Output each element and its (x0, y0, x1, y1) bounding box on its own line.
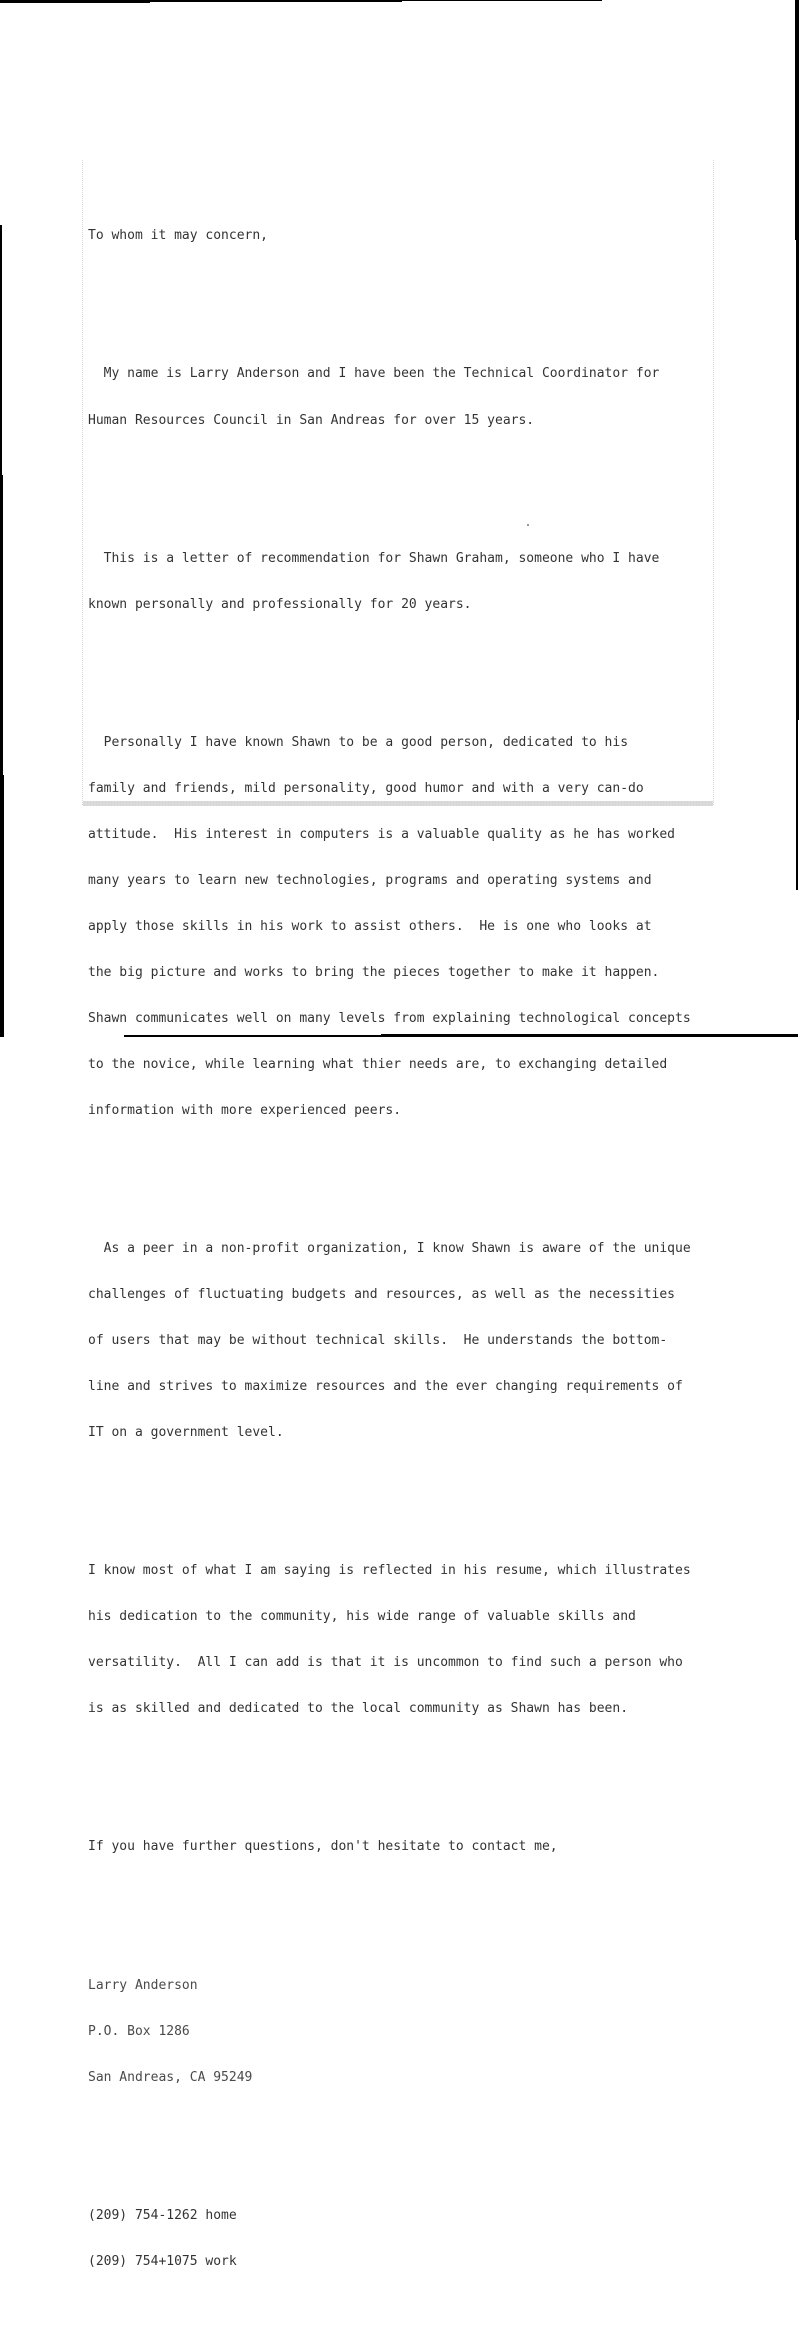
signature-block (88, 1947, 708, 2116)
text-line: the big picture and works to bring the pieces together to make it happen. (88, 964, 660, 980)
signature-address-line-1: P.O. Box 1286 (88, 2023, 190, 2039)
paragraph-summary (88, 1533, 708, 1748)
text-line: family and friends, mild personality, good humor and with a very can-do (88, 780, 644, 796)
text-line: many years to learn new technologies, programs and operating systems and (88, 872, 652, 888)
salutation-line: To whom it may concern, (88, 228, 269, 244)
text-line: information with more experienced peers. (88, 1102, 402, 1118)
text-line: Shawn communicates well on many levels from explaining technological concepts (88, 1010, 691, 1026)
paragraph-professional (88, 1210, 708, 1471)
phone-work: (209) 754+1075 work (88, 2253, 237, 2269)
text-line: versatility. All I can add is that it is uncommon to find such a person who (88, 1655, 683, 1671)
text-line: As a peer in a non-profit organization, I know Shawn is aware of the unique (88, 1241, 691, 1257)
scan-edge-left (0, 775, 4, 1037)
closing-line: If you have further questions, don't hesitate to contact me, (88, 1839, 558, 1855)
signature-address-line-2: San Andreas, CA 95249 (88, 2069, 253, 2085)
salutation (88, 198, 708, 275)
text-line: attitude. His interest in computers is a valuable quality as he has worked (88, 826, 675, 842)
text-line: Personally I have known Shawn to be a good person, dedicated to his (88, 734, 629, 750)
text-line: of users that may be without technical skills. He understands the bottom- (88, 1333, 668, 1349)
text-line: line and strives to maximize resources and the ever changing requirements of (88, 1379, 683, 1395)
scan-edge-top (0, 0, 150, 3)
text-line: I know most of what I am saying is reflected in his resume, which illustrates (88, 1563, 691, 1579)
text-line: Human Resources Council in San Andreas for over 15 years. (88, 412, 535, 428)
scan-edge-top (150, 0, 276, 2)
scan-edge-left (0, 225, 2, 475)
text-line: to the novice, while learning what thier needs are, to exchanging detailed (88, 1056, 668, 1072)
text-line: is as skilled and dedicated to the local community as Shawn has been. (88, 1701, 629, 1717)
scan-edge-top (402, 0, 602, 1)
paragraph-purpose (88, 520, 708, 643)
letter-body (88, 167, 708, 2330)
phone-block (88, 2177, 708, 2300)
signature-name: Larry Anderson (88, 1977, 198, 1993)
closing (88, 1809, 708, 1886)
text-line: This is a letter of recommendation for Shawn Graham, someone who I have (88, 550, 660, 566)
scan-edge-right (796, 720, 798, 890)
paragraph-introduction (88, 336, 708, 459)
text-line: apply those skills in his work to assist others. He is one who looks at (88, 918, 652, 934)
scan-edge-top (276, 0, 402, 2)
paragraph-personal (88, 704, 708, 1149)
text-line: his dedication to the community, his wide range of valuable skills and (88, 1609, 636, 1625)
text-line: known personally and professionally for 20 years. (88, 596, 472, 612)
text-line: My name is Larry Anderson and I have been the Technical Coordinator for (88, 366, 660, 382)
text-line: IT on a government level. (88, 1425, 284, 1441)
scan-edge-right (795, 0, 799, 240)
scan-edge-left (0, 475, 3, 775)
phone-home: (209) 754-1262 home (88, 2207, 237, 2223)
text-line: challenges of fluctuating budgets and resources, as well as the necessities (88, 1287, 675, 1303)
